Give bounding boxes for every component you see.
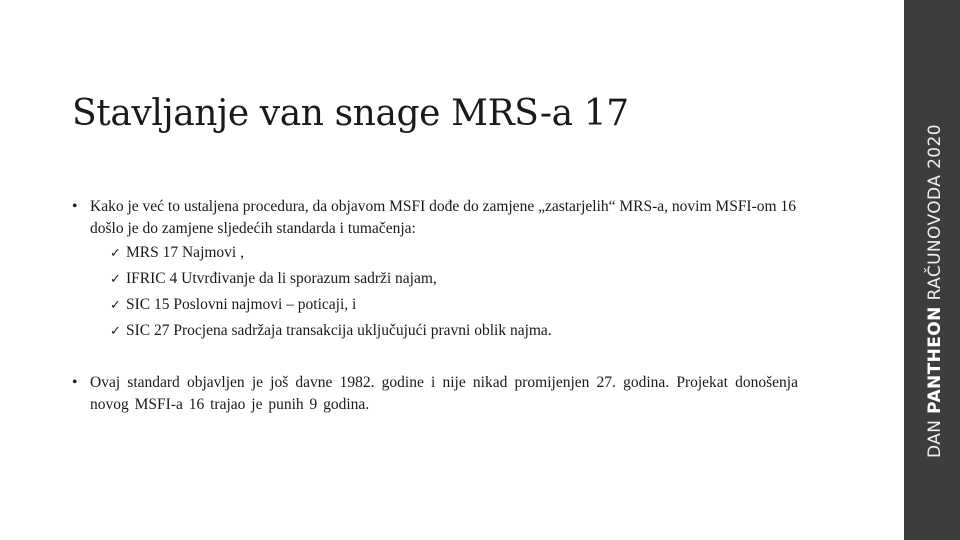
bullet-text: Ovaj standard objavljen je još davne 1982. godine i nije nikad promijenjen 27. godina. Projekat donošenja novog MSFI-a 16 trajao je punih 9 godina. [90,374,798,413]
slide-content [72,196,798,416]
brand-label [925,124,945,458]
brand-sidebar [904,0,960,540]
brand-label-prefix: DAN [925,413,945,458]
checklist [90,240,798,344]
check-icon: ✓ [110,324,121,339]
brand-label-suffix: RAČUNOVODA 2020 [925,124,945,307]
bullet-item-2 [72,372,798,416]
checklist-item [110,318,798,344]
bullet-marker: • [72,374,78,391]
checklist-item-text: SIC 27 Procjena sadržaja transakcija uključujući pravni oblik najma. [126,322,552,339]
bullet-item-1 [72,196,798,344]
checklist-item [110,240,798,266]
checklist-item [110,266,798,292]
checklist-item-text: SIC 15 Poslovni najmovi – poticaji, i [126,296,357,313]
check-icon: ✓ [110,246,121,261]
check-icon: ✓ [110,298,121,313]
checklist-item-text: IFRIC 4 Utvrđivanje da li sporazum sadrži najam, [126,270,437,287]
checklist-item [110,292,798,318]
checklist-item-text: MRS 17 Najmovi , [126,244,244,261]
brand-label-bold: PANTHEON [925,306,945,414]
bullet-marker: • [72,198,78,215]
bullet-text: Kako je već to ustaljena procedura, da objavom MSFI dođe do zamjene „zastarjelih“ MRS-a, novim MSFI-om 16 došlo je do zamjene sljedećih standarda i tumačenja: [90,198,796,237]
slide-title: Stavljanje van snage MRS-a 17 [72,93,629,134]
check-icon: ✓ [110,272,121,287]
